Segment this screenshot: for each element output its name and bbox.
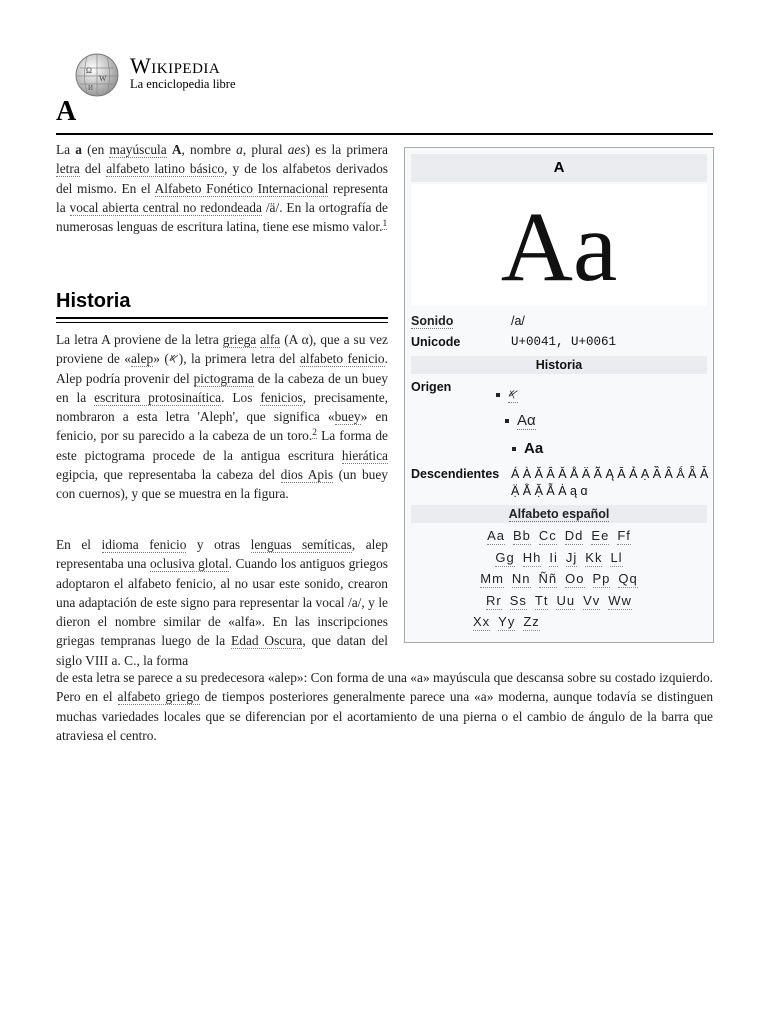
letter-link[interactable]: Vv [583, 592, 601, 608]
letter-link[interactable]: Ff [617, 528, 631, 543]
alphabet-row [411, 528, 707, 550]
link-vocal-abierta[interactable]: vocal abierta central no redondeada [69, 199, 262, 215]
letter-link[interactable]: Oo [565, 571, 585, 586]
sonido-value: /a/ [511, 314, 525, 328]
link-lenguas-semiticas[interactable]: lenguas semíticas [250, 537, 352, 552]
link-mayuscula[interactable]: mayúscula [109, 142, 167, 157]
alphabet-row [411, 593, 707, 615]
historia-paragraph-2: En el idioma fenicio y otras lenguas semíticas, alep representaba una oclusiva glotal. Cuando los antiguos griegos adoptaron el alfabeto fenicio, al no usar este sonido, crearon una adaptación de este signo para representar la vocal /a/, y le dieron el nombre similar de «alfa». En las inscripciones griegas tempranas luego de la Edad Oscura, que datan del siglo VIII a. C., la forma [56, 537, 389, 668]
letter-link[interactable]: Gg [495, 549, 515, 565]
link-dios-apis[interactable]: dios Apis [280, 467, 334, 483]
logo-subtitle: La enciclopedia libre [130, 77, 236, 91]
descendientes-list[interactable]: Á À Ă Â Ǎ Å Ä Ã Ą Ā Ả Ạ Ȁ Ȃ Ǻ Ǟ Ǡ Ạ̈ Ẳ Ặ Ẫ Ȧ ą ɑ [511, 467, 709, 498]
link-alep[interactable]: alep [130, 351, 154, 367]
infobox-glyph: Aa [411, 184, 707, 306]
svg-text:W: W [99, 74, 107, 83]
descendientes-label: Descendientes [411, 467, 500, 481]
letter-link[interactable]: Tt [534, 592, 549, 608]
link-alfabeto-fonetico[interactable]: Alfabeto Fonético Internacional [154, 180, 329, 196]
wikipedia-logo[interactable] [72, 50, 332, 100]
link-griega[interactable]: griega [222, 332, 257, 347]
letter-link[interactable]: Zz [523, 614, 540, 629]
alfabeto-espanol-header[interactable]: Alfabeto español [411, 505, 707, 523]
letter-link[interactable]: Bb [513, 528, 531, 543]
page-title: A [56, 96, 77, 127]
section-divider [56, 317, 388, 319]
section-title-historia: Historia [56, 290, 131, 312]
link-alfabeto-latino-basico[interactable]: alfabeto latino básico [106, 161, 225, 177]
link-edad-oscura[interactable]: Edad Oscura [231, 633, 303, 649]
letter-link[interactable]: Kk [585, 549, 603, 565]
alphabet-row [411, 550, 707, 572]
letter-link[interactable]: Pp [592, 571, 611, 586]
letter-link[interactable]: Cc [538, 528, 557, 543]
letter-link[interactable]: Mm [480, 571, 504, 586]
letter-link[interactable]: Ññ [538, 571, 558, 586]
link-buey[interactable]: buey [334, 409, 361, 425]
sonido-label[interactable]: Sonido [411, 314, 454, 328]
link-oclusiva-glotal[interactable]: oclusiva glotal [149, 556, 229, 572]
letter-link[interactable]: Dd [564, 528, 584, 543]
historia-header: Historia [411, 356, 707, 374]
origen-label: Origen [411, 380, 452, 394]
letter-link[interactable]: Hh [522, 549, 542, 565]
historia-paragraph-1: La letra A proviene de la letra griega alfa (Α α), que a su vez proviene de «alep» (𐤀), la primera letra del alfabeto fenicio. Alep podría provenir del pictograma de la cabeza de un buey en la escritura protosinaítica. Los fenicios, precisamente, nombraron a esta letra 'Aleph', que significa «buey» en fenicio, por su parecido a la cabeza de un toro.$^2$ La forma de este pictograma procede de la antigua escritura hierática egipcia, que representaba la cabeza del dios Apis (un buey con cuernos), y que se muestra en la figura. [56, 332, 388, 502]
link-escritura-protosinaitica[interactable]: escritura protosinaítica [94, 389, 222, 405]
letter-link[interactable]: Nn [511, 571, 531, 586]
link-hieratica[interactable]: hierática [341, 447, 388, 463]
link-idioma-fenicio[interactable]: idioma fenicio [101, 537, 187, 552]
letter-link[interactable]: Aa [487, 528, 505, 543]
letter-link[interactable]: Qq [618, 571, 638, 586]
alphabet-row [411, 614, 707, 636]
letter-link[interactable]: Ww [608, 592, 632, 608]
letter-link[interactable]: Rr [486, 592, 502, 608]
unicode-label: Unicode [411, 335, 461, 349]
link-letra[interactable]: letra [56, 161, 80, 177]
link-alfa[interactable]: alfa [260, 332, 281, 347]
origen-item-3: Aa [512, 440, 543, 457]
link-alfabeto-griego[interactable]: alfabeto griego [117, 689, 200, 705]
letter-link[interactable]: Ss [509, 592, 527, 608]
logo-title: Wikipedia [130, 53, 221, 78]
letter-link[interactable]: Ee [591, 528, 610, 543]
letter-link[interactable]: Ii [549, 549, 558, 565]
letter-link[interactable]: Yy [498, 614, 516, 629]
origen-item-1[interactable]: 𐤀 [496, 386, 518, 403]
letter-link[interactable]: Ll [610, 549, 623, 565]
unicode-value: U+0041, U+0061 [511, 335, 617, 349]
svg-text:Ω: Ω [86, 66, 92, 75]
reference-1[interactable]: 1 [382, 218, 388, 229]
svg-text:И: И [88, 84, 94, 92]
alphabet-grid [411, 528, 707, 636]
letter-link[interactable]: Jj [565, 549, 578, 565]
infobox-header: A [411, 154, 707, 182]
section-divider-thin [56, 322, 388, 323]
title-divider [56, 133, 713, 135]
link-pictograma[interactable]: pictograma [193, 370, 254, 386]
origen-item-2[interactable]: Αα [505, 412, 536, 429]
letter-link[interactable]: Xx [473, 614, 491, 629]
intro-paragraph: La a (en mayúscula A, nombre a, plural aes) es la primera letra del alfabeto latino básico, y de los alfabetos derivados del mismo. En el Alfabeto Fonético Internacional representa la vocal abierta central no redondeada /ä/. En la ortografía de numerosas lenguas de escritura latina, tiene ese mismo valor.$^1$ [56, 142, 389, 235]
infobox [404, 147, 714, 643]
link-alfabeto-fenicio[interactable]: alfabeto fenicio [299, 351, 385, 367]
wikipedia-globe-icon [72, 52, 122, 98]
link-fenicios[interactable]: fenicios [260, 389, 303, 405]
alphabet-row [411, 571, 707, 593]
letter-link[interactable]: Uu [556, 592, 576, 608]
historia-paragraph-2-continued: de esta letra se parece a su predecesora «alep»: Con forma de una «a» mayúscula que descansa sobre su costado izquierdo. Pero en el alfabeto griego de tiempos posteriores generalmente parece una «a» moderna, aunque todavía se distinguen muchas variedades locales que se diferencian por el acortamiento de una pierna o el cambio de ángulo de la barra que atraviesa el centro. [56, 670, 714, 743]
reference-2[interactable]: 2 [312, 428, 317, 439]
